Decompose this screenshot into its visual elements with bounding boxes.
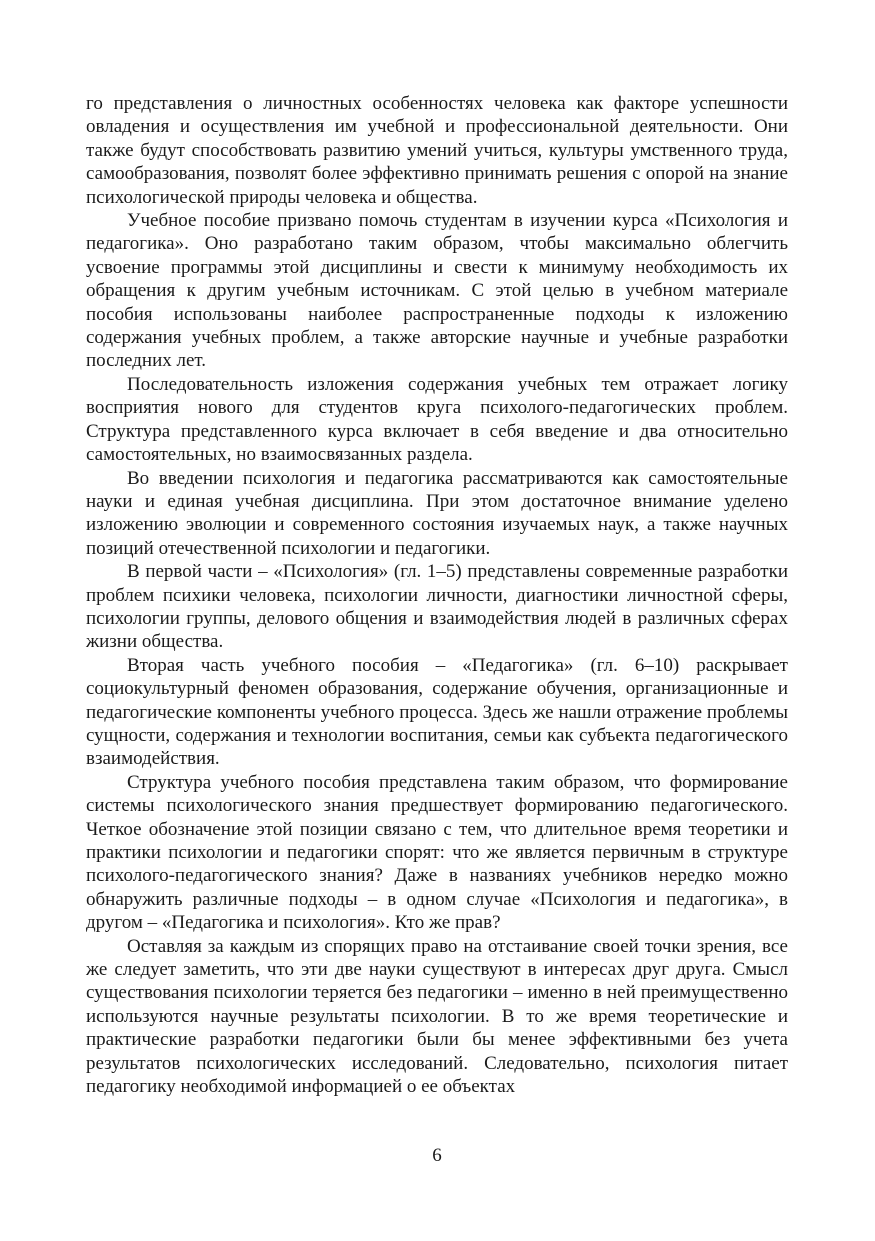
paragraph-part-one: В первой части – «Психология» (гл. 1–5) представлены современные разработки проблем психики человека, психологии личности, диагностики личностной сферы, психологии группы, делового общения и взаимодействия людей в различных сферах жизни общества. (86, 561, 788, 653)
paragraph-relationship: Оставляя за каждым из спорящих право на отстаивание своей точки зрения, все же следует заметить, что эти две науки существуют в интересах друг друга. Смысл существования психологии теряется без педагогики – именно в ней преимущественно используются научные результаты психологии. В то же время теоретические и практические разработки педагогики были бы менее эффективными без учета результатов психологических исследований. Следовательно, психология питает педагогику необходимой информацией о ее объектах (86, 935, 788, 1098)
paragraph-introduction: Во введении психология и педагогика рассматриваются как самостоятельные науки и единая учебная дисциплина. При этом достаточное внимание уделено изложению эволюции и современного состояния изучаемых наук, а также научных позиций отечественной психологии и педагогики. (86, 467, 788, 559)
paragraph-course-purpose: Учебное пособие призвано помочь студентам в изучении курса «Психология и педагогика». Оно разработано таким образом, чтобы максимально облегчить усвоение программы этой дисциплины и свести к минимуму необходимость их обращения к другим учебным источникам. С этой целью в учебном материале пособия использованы наиболее распространенные подходы к изложению содержания учебных проблем, а также авторские научные и учебные разработки последних лет. (86, 210, 788, 372)
book-page (86, 92, 788, 1192)
paragraph-structure: Структура учебного пособия представлена таким образом, что формирование системы психологического знания предшествует формированию педагогического. Четкое обозначение этой позиции связано с тем, что длительное время теоретики и практики психологии и педагогики спорят: что же является первичным в структуре психолого-педагогического знания? Даже в названиях учебников нередко можно обнаружить различные подходы – в одном случае «Психология и педагогика», в другом – «Педагогика и психология». Кто же прав? (86, 771, 788, 934)
paragraph-sequence: Последовательность изложения содержания учебных тем отражает логику восприятия нового для студентов круга психолого-педагогических проблем. Структура представленного курса включает в себя введение и два относительно самостоятельных, но взаимосвязанных раздела. (86, 373, 788, 466)
paragraph-continuation: го представления о личностных особенностях человека как факторе успешности овладения и осуществления им учебной и профессиональной деятельности. Они также будут способствовать развитию умений учиться, культуры умственного труда, самообразования, позволят более эффективно принимать решения с опорой на знание психологической природы человека и общества. (86, 93, 788, 208)
paragraph-part-two: Вторая часть учебного пособия – «Педагогика» (гл. 6–10) раскрывает социокультурный феномен образования, содержание обучения, организационные и педагогические компоненты учебного процесса. Здесь же нашли отражение проблемы сущности, содержания и технологии воспитания, семьи как субъекта педагогического взаимодействия. (86, 654, 788, 770)
body-text (86, 92, 788, 1098)
page-number: 6 (432, 1145, 442, 1166)
